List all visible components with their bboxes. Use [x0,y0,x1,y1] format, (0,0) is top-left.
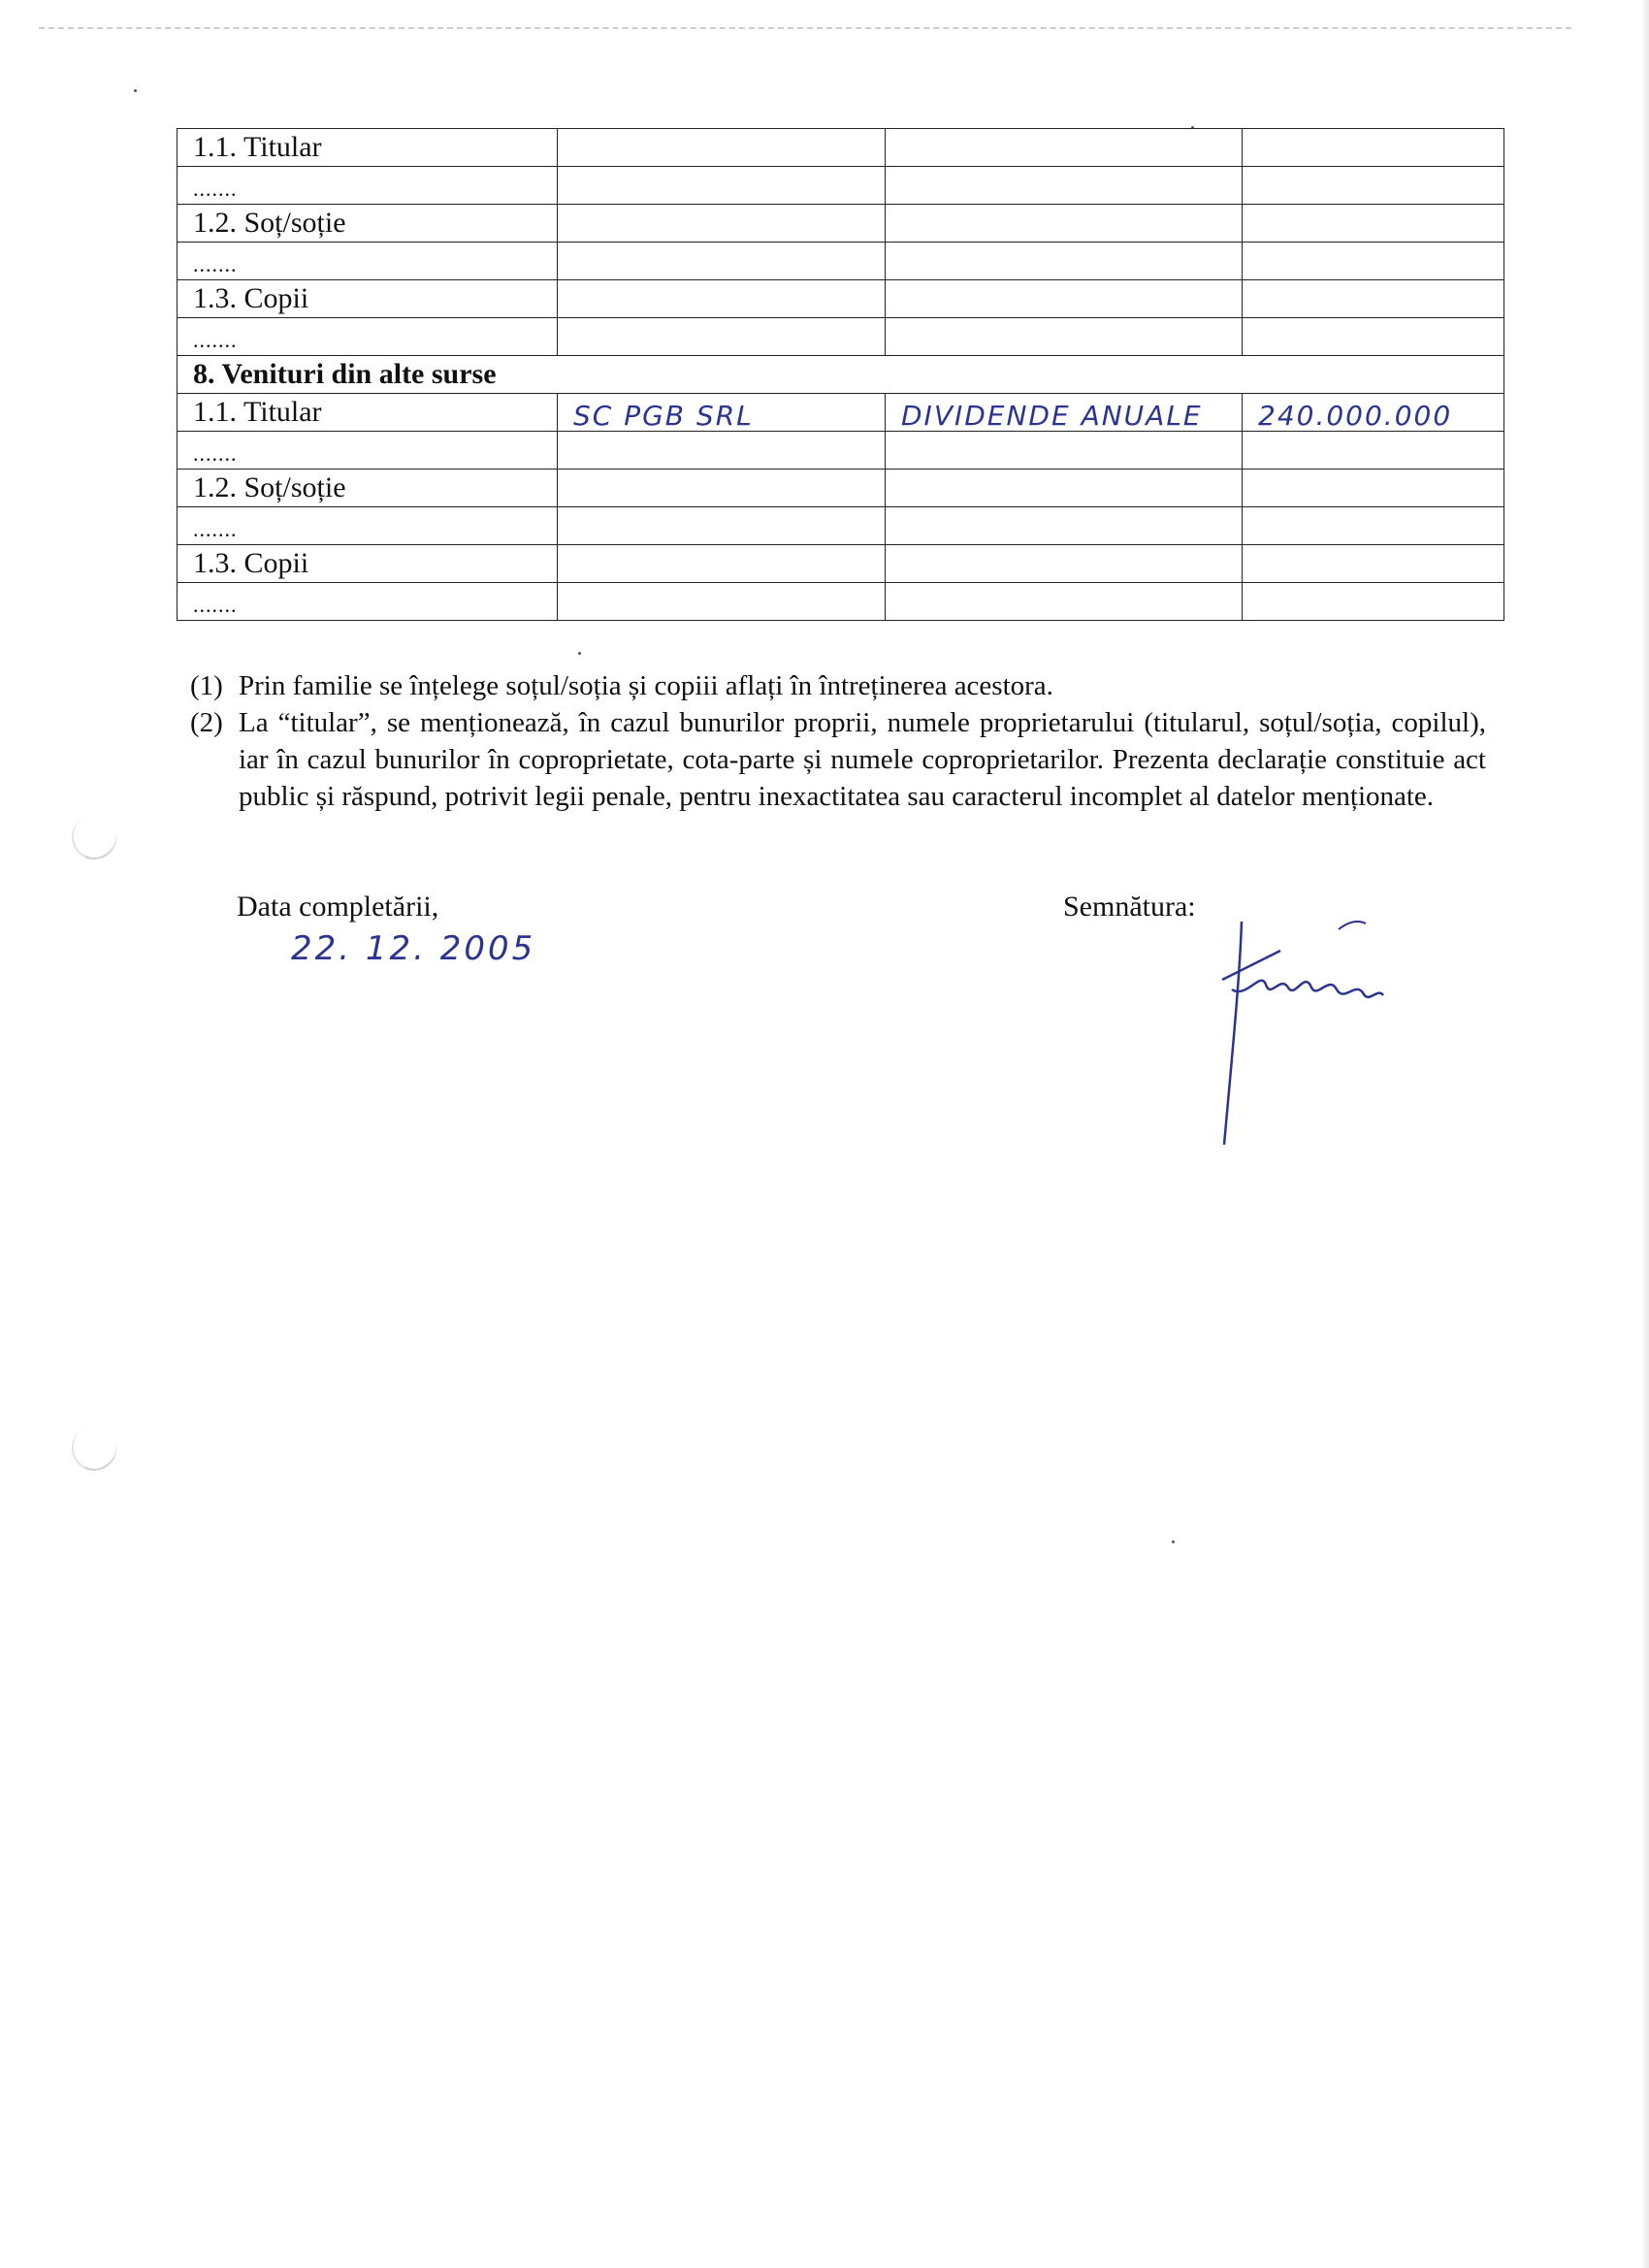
handwritten-date: 22. 12. 2005 [291,929,536,968]
table-cell [558,205,886,243]
table-cell [886,129,1243,167]
table-row [178,545,1504,583]
footnote-number: (2) [190,707,223,738]
row-placeholder: ....... [178,432,558,470]
scan-speck [578,652,581,655]
table-row [178,432,1504,470]
scan-speck [134,89,137,92]
section-heading: 8. Venituri din alte surse [178,356,1504,394]
table-cell [1243,545,1504,583]
table-cell [1243,394,1504,432]
table-row [178,356,1504,394]
footnote-text: Prin familie se înțelege soțul/soția și copiii aflați în întreținerea acestora. [239,670,1053,701]
table-cell [886,470,1243,507]
table-cell [886,394,1243,432]
row-placeholder: ....... [178,167,558,205]
handwritten-entry: SC PGB SRL [573,400,754,432]
table-row [178,280,1504,318]
scan-speck [1172,1540,1175,1543]
row-label: 1.3. Copii [178,545,558,583]
table-row [178,243,1504,280]
table-row [178,507,1504,545]
row-label: 1.1. Titular [178,394,558,432]
table-cell [886,280,1243,318]
table-row [178,318,1504,356]
table-cell [886,318,1243,356]
table-cell [886,583,1243,621]
table-row [178,167,1504,205]
row-label: 1.3. Copii [178,280,558,318]
date-label: Data completării, [237,891,439,923]
footnotes [190,667,1486,815]
table-row [178,205,1504,243]
table-cell [558,243,886,280]
table-cell [558,545,886,583]
table-cell [886,243,1243,280]
row-placeholder: ....... [178,243,558,280]
table-row [178,394,1504,432]
row-placeholder: ....... [178,583,558,621]
table-cell [1243,167,1504,205]
handwritten-signature [1203,902,1416,1164]
footnote [190,704,1486,815]
footnote [190,667,1486,704]
table-cell [1243,280,1504,318]
table-cell [886,432,1243,470]
row-label: 1.2. Soț/soție [178,205,558,243]
table-cell [558,470,886,507]
table-cell [1243,243,1504,280]
table-cell [1243,432,1504,470]
table-cell [886,545,1243,583]
table-cell [558,583,886,621]
row-label: 1.1. Titular [178,129,558,167]
row-placeholder: ....... [178,318,558,356]
table-row [178,129,1504,167]
table-cell [886,205,1243,243]
handwritten-entry: DIVIDENDE ANUALE [901,400,1203,432]
footnote-number: (1) [190,670,223,701]
table-row [178,583,1504,621]
table-cell [1243,507,1504,545]
table-cell [1243,470,1504,507]
table-cell [558,167,886,205]
table-cell [558,507,886,545]
row-placeholder: ....... [178,507,558,545]
table-cell [558,394,886,432]
table-cell [558,129,886,167]
scan-edge-right [1641,0,1649,2268]
signature-label: Semnătura: [1063,891,1196,923]
punch-hole-mark [66,809,123,866]
table-cell [886,507,1243,545]
table-cell [1243,205,1504,243]
table-cell [558,432,886,470]
row-label: 1.2. Soț/soție [178,470,558,507]
scan-edge-top [39,27,1571,43]
table-cell [1243,318,1504,356]
income-table [177,128,1504,621]
table-cell [886,167,1243,205]
table-cell [558,280,886,318]
handwritten-entry: 240.000.000 [1258,400,1453,432]
table-cell [1243,583,1504,621]
table-cell [1243,129,1504,167]
punch-hole-mark [66,1420,123,1477]
table-cell [558,318,886,356]
table-row [178,470,1504,507]
footnote-text: La “titular”, se menționează, în cazul bunurilor proprii, numele proprietarului (titularul, soțul/soția, copilul), iar în cazul bunurilor în coproprietate, cota-parte și numele coproprietarilor. Prezenta declarație constituie act public și răspund, potrivit legii penale, pentru inexactitatea sau caracterul incomplet al datelor menționate. [239,707,1486,812]
